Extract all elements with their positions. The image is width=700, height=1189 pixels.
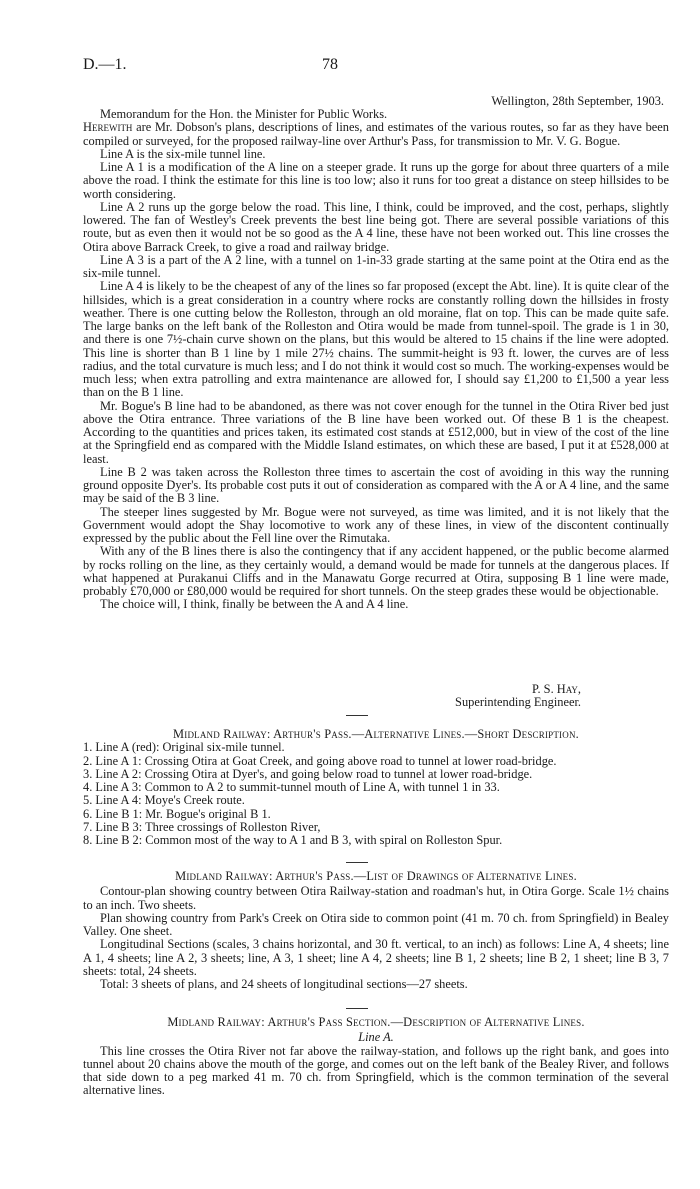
drawings-list-section [83,870,669,991]
divider [346,862,368,863]
list-item: 7. Line B 3: Three crossings of Rolleston River, [83,819,321,834]
memo-date: Wellington, 28th September, 1903. [491,94,664,108]
subheading: Line A. [358,1030,394,1045]
section-heading: Midland Railway: Arthur's Pass.—List of Drawings of Alternative Lines. [175,869,577,883]
memo-paragraph: Line A 4 is likely to be the cheapest of any of the lines so far proposed (except the Abt. line). It is quite clear of the hillsides, which is a great consideration in a country where rocks are constantly rolling down the hillsides in frosty weather. There is one cutting below the Rolleston, through an old moraine, flat on top. This can be made quite safe. The large banks on the left bank of the Rolleston and Otira would be made from tunnel-spoil. The grade is 1 in 30, and there is one 7½-chain curve shown on the plans, but this would be altered to 15 chains if the line were adopted. This line is shorter than B 1 line by 1 mile 27½ chains. The summit-height is 93 ft. lower, the curves are of less radius, and the total curvature is much less; and I do not think it would cost so much. The working-expenses would be much less; when extra patrolling and extra maintenance are allowed for, I should say £1,200 to £1,500 a year less than on the B 1 line. [83,279,669,400]
memo-intro-text: are Mr. Dobson's plans, descriptions of lines, and estimates of the various routes, so far as they have been compiled or surveyed, for the proposed railway-line over Arthur's Pass, for transmission to Mr. V. G. Bogue. [83,120,669,148]
lines-list [83,741,669,847]
paragraph: Total: 3 sheets of plans, and 24 sheets of longitudinal sections—27 sheets. [100,977,468,991]
list-item: 2. Line A 1: Crossing Otira at Goat Creek, and going above road to tunnel at lower road-bridge. [83,753,557,768]
paragraph: This line crosses the Otira River not far above the railway-station, and follows up the right bank, and goes into tunnel about 20 chains above the mouth of the gorge, and comes out on the left bank of the Bealey River, and follows that side down to a peg marked 41 m. 70 ch. from Springfield, which is the common termination of the several alternative lines. [83,1043,669,1098]
signature-title: Superintending Engineer. [455,695,581,710]
short-description-section [83,728,669,847]
section-heading: Midland Railway: Arthur's Pass.—Alternative Lines.—Short Description. [173,727,579,741]
list-item: 8. Line B 2: Common most of the way to A 1 and B 3, with spiral on Rolleston Spur. [83,833,503,847]
memorandum [83,108,669,612]
document-reference: D.—1. [83,56,127,73]
list-item: 4. Line A 3: Common to A 2 to summit-tunnel mouth of Line A, with tunnel 1 in 33. [83,780,500,794]
section-heading: Midland Railway: Arthur's Pass Section.—Description of Alternative Lines. [167,1015,585,1029]
list-item: 5. Line A 4: Moye's Creek route. [83,793,245,808]
paragraph: Plan showing country from Park's Creek on Otira side to common point (41 m. 70 ch. from Springfield) in Bealey Valley. One sheet. [83,910,669,938]
list-item: 6. Line B 1: Mr. Bogue's original B 1. [83,806,271,821]
page-number: 78 [322,56,338,73]
memo-paragraph: Mr. Bogue's B line had to be abandoned, as there was not cover enough for the tunnel in the Otira River bed just above the Otira entrance. Three variations of the B line have been worked out. Of these B 1 is the cheapest. According to the quantities and prices taken, its estimated cost stands at £512,000, but in view of the cost of the line at the Springfield end as compared with the Middle Island estimates, on which these are based, I put it at £528,000 at least. [83,398,669,466]
divider [346,1008,368,1009]
divider [346,715,368,716]
memo-paragraph: With any of the B lines there is also the contingency that if any accident happened, or the public become alarmed by rocks rolling on the line, as they certainly would, a demand would be made for tunnels at the dangerous places. If what happened at Purakanui Cliffs and in the Manawatu Gorge recurred at Otira, supposing B 1 line were made, probably £70,000 or £80,000 would be required for short tunnels. On the steep grades these would be objectionable. [83,544,669,598]
paragraph: Longitudinal Sections (scales, 3 chains horizontal, and 30 ft. vertical, to an inch) as follows: Line A, 4 sheets; line A 1, 4 sheets; line A 2, 3 sheets; line, A 3, 1 sheet; line A 4, 2 sheets; line B 1, 2 sheets; line B 2, 1 sheet; line B 3, 7 sheets: total, 24 sheets. [83,937,669,978]
memo-paragraph: Line A 3 is a part of the A 2 line, with a tunnel on 1-in-33 grade starting at the same point at the Otira end as the six-mile tunnel. [83,252,669,280]
memo-paragraph: Line A 1 is a modification of the A line on a steeper grade. It runs up the gorge for about three quarters of a mile above the road. I think the estimate for this line is too low; also it runs for too great a distance on steep hillsides to be worth considering. [83,160,669,201]
alternative-lines-section [83,1016,669,1098]
memo-paragraph: Line B 2 was taken across the Rolleston three times to ascertain the cost of avoiding in this way the running ground opposite Dyer's. Its probable cost puts it out of consideration as compared with the A or A 4 line, and the same may be said of the B 3 line. [83,464,669,506]
memo-first-word: Herewith [83,120,133,135]
signature [83,683,581,710]
signature-name: P. S. Hay, [531,682,581,696]
memo-paragraph: Line A is the six-mile tunnel line. [100,146,266,161]
list-item: 3. Line A 2: Crossing Otira at Dyer's, and going below road to tunnel at lower road-bridge. [83,766,533,781]
memo-title: Memorandum for the Hon. the Minister for Public Works. [100,107,388,121]
memo-paragraph: Line A 2 runs up the gorge below the road. This line, I think, could be improved, and the cost, perhaps, slightly lowered. The fan of Westley's Creek prevents the best line being got. There are several possible variations of this route, but as even then it would not be so good as the A 4 line, these have not been worked out. This line crosses the Otira above Barrack Creek, to give a road and railway bridge. [83,199,669,254]
paragraph: Contour-plan showing country between Otira Railway-station and roadman's hut, in Otira Gorge. Scale 1½ chains to an inch. Two sheets. [83,884,669,912]
memo-paragraph: The choice will, I think, finally be between the A and A 4 line. [100,597,409,612]
memo-paragraph: The steeper lines suggested by Mr. Bogue were not surveyed, as time was limited, and it is not likely that the Government would adopt the Shay locomotive to work any of these lines, in view of the discontent continually expressed by the public about the Fell line over the Rimutaka. [83,504,669,545]
memo-intro [83,121,669,148]
list-item: 1. Line A (red): Original six-mile tunnel. [83,740,285,755]
